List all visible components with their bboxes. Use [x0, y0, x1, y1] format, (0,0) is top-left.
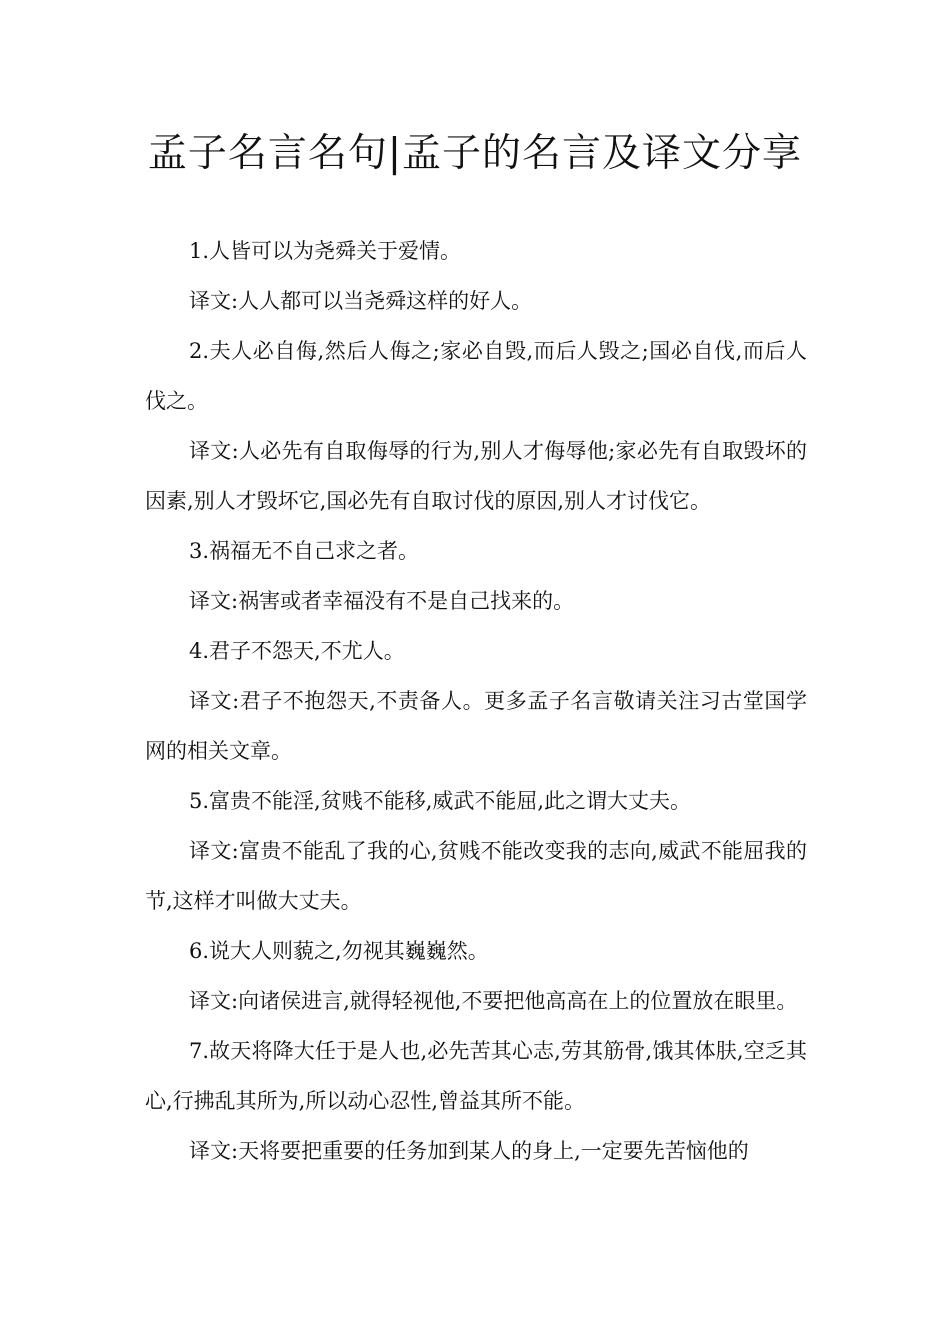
quote-5: 5.富贵不能淫,贫贱不能移,威武不能屈,此之谓大丈夫。: [189, 789, 692, 813]
translation-6: 译文:向诸侯进言,就得轻视他,不要把他高高在上的位置放在眼里。: [189, 989, 798, 1013]
translation-5: 译文:富贵不能乱了我的心,贫贱不能改变我的志向,威武不能屈我的节,这样才叫做大丈夫。: [145, 839, 807, 913]
document-body: [145, 226, 807, 1176]
translation-1: 译文:人人都可以当尧舜这样的好人。: [189, 289, 533, 313]
quote-3: 3.祸福无不自己求之者。: [189, 539, 420, 563]
document-title: 孟子名言名句|孟子的名言及译文分享: [147, 131, 803, 176]
quote-4: 4.君子不怨天,不尤人。: [189, 639, 405, 663]
quote-2: 2.夫人必自侮,然后人侮之;家必自毁,而后人毁之;国必自伐,而后人伐之。: [145, 339, 807, 413]
quote-6: 6.说大人则藐之,勿视其巍巍然。: [189, 939, 489, 963]
translation-4: 译文:君子不抱怨天,不责备人。更多孟子名言敬请关注习古堂国学网的相关文章。: [145, 689, 807, 763]
quote-7: 7.故天将降大任于是人也,必先苦其心志,劳其筋骨,饿其体肤,空乏其心,行拂乱其所为,所以动心忍性,曾益其所不能。: [145, 1039, 807, 1113]
quote-1: 1.人皆可以为尧舜关于爱情。: [189, 239, 462, 263]
translation-7: 译文:天将要把重要的任务加到某人的身上,一定要先苦恼他的: [189, 1139, 749, 1163]
translation-2: 译文:人必先有自取侮辱的行为,别人才侮辱他;家必先有自取毁坏的因素,别人才毁坏它,国必先有自取讨伐的原因,别人才讨伐它。: [145, 439, 807, 513]
translation-3: 译文:祸害或者幸福没有不是自己找来的。: [189, 589, 575, 613]
